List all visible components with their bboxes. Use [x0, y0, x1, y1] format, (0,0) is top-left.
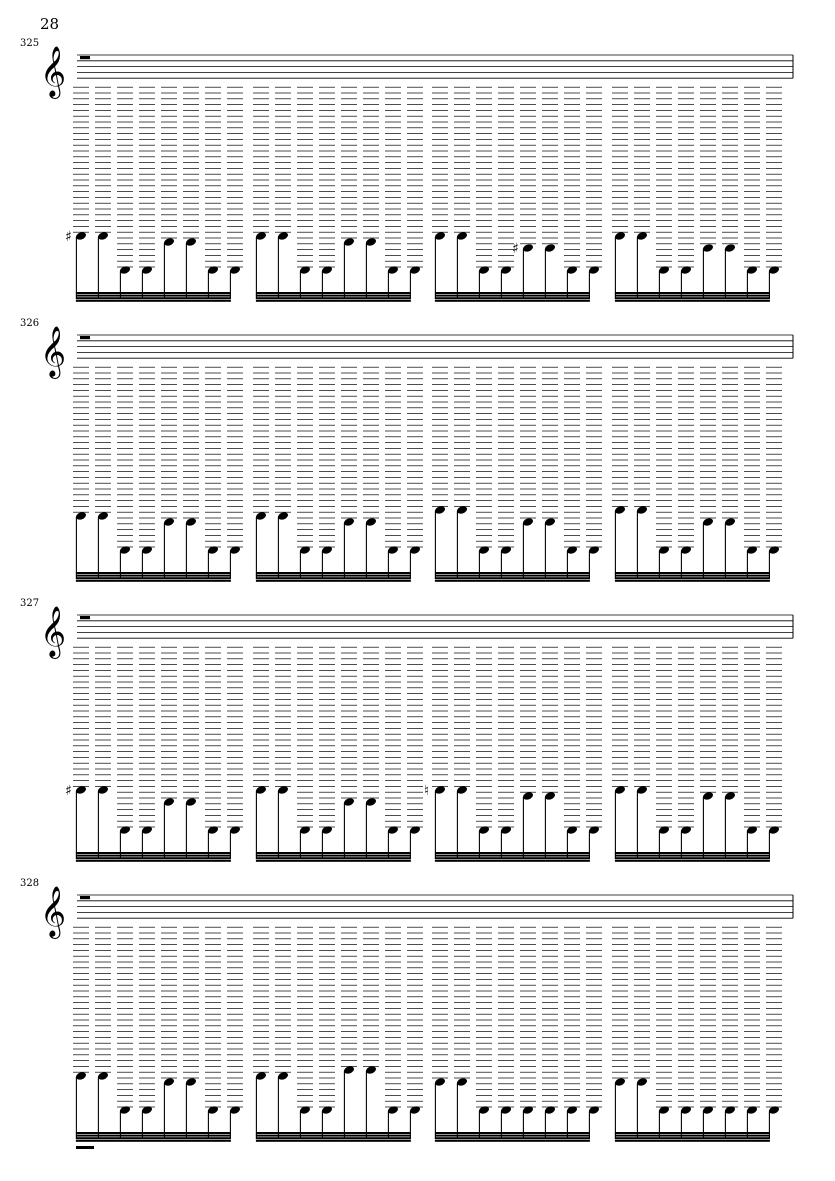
beam-group [432, 87, 602, 302]
beam [256, 857, 411, 859]
beam [76, 1137, 231, 1139]
measure-number: 326 [20, 318, 40, 329]
beam [76, 575, 231, 577]
beam [615, 1132, 770, 1134]
beam [256, 297, 411, 299]
page-number: 28 [40, 15, 60, 33]
beam [76, 860, 231, 862]
beam-group [73, 367, 243, 582]
beam [256, 1132, 411, 1134]
beam [435, 1132, 590, 1134]
beam [76, 572, 231, 574]
treble-clef-icon: 𝄞 [40, 606, 67, 658]
beam [76, 1135, 231, 1137]
low-note-mark [76, 1146, 94, 1149]
whole-rest [80, 896, 90, 899]
beam [256, 572, 411, 574]
beam [76, 580, 231, 582]
beam [435, 855, 590, 857]
beam [256, 1135, 411, 1137]
beam [256, 1140, 411, 1142]
beam [615, 577, 770, 579]
beam [615, 572, 770, 574]
treble-clef-icon: 𝄞 [40, 886, 67, 938]
treble-clef-icon: 𝄞 [40, 326, 67, 378]
beam-group [424, 647, 602, 862]
natural-icon: ♮ [424, 783, 430, 799]
sharp-icon: ♯ [65, 783, 72, 799]
whole-rest [80, 56, 90, 59]
beam [76, 300, 231, 302]
beam [615, 575, 770, 577]
staff-system [20, 318, 793, 582]
beam [435, 577, 590, 579]
beam-group [612, 927, 782, 1142]
measure-number: 325 [20, 38, 40, 49]
beam [256, 575, 411, 577]
beam [615, 580, 770, 582]
beam [615, 1140, 770, 1142]
beam [435, 860, 590, 862]
beam [435, 1140, 590, 1142]
beam-group [432, 367, 602, 582]
beam [615, 297, 770, 299]
measure-number: 328 [20, 878, 40, 889]
beam [615, 1135, 770, 1137]
beam [256, 295, 411, 297]
beam [615, 852, 770, 854]
beam [256, 580, 411, 582]
staff-system [20, 38, 793, 302]
beam-group [253, 367, 423, 582]
measure-number: 327 [20, 598, 40, 609]
beam [76, 852, 231, 854]
beam [76, 855, 231, 857]
beam [76, 297, 231, 299]
beam [76, 295, 231, 297]
sharp-icon: ♯ [512, 241, 519, 257]
beam-group [253, 927, 423, 1142]
sharp-icon: ♯ [65, 229, 72, 245]
beam [435, 292, 590, 294]
beam [435, 1135, 590, 1137]
treble-clef-icon: 𝄞 [40, 46, 67, 98]
beam [76, 292, 231, 294]
beam-group [253, 647, 423, 862]
beam-group [65, 87, 243, 302]
beam-group [612, 647, 782, 862]
beam [615, 855, 770, 857]
beam [435, 852, 590, 854]
beam [76, 1132, 231, 1134]
beam-group [73, 927, 243, 1142]
beam [435, 300, 590, 302]
beam [256, 300, 411, 302]
whole-rest [80, 336, 90, 339]
beam [256, 292, 411, 294]
beam [435, 572, 590, 574]
beam-group [65, 647, 243, 862]
beam [435, 297, 590, 299]
beam [256, 577, 411, 579]
beam [435, 575, 590, 577]
beam-group [432, 927, 602, 1142]
staff-system [20, 598, 793, 862]
whole-rest [80, 616, 90, 619]
beam [435, 295, 590, 297]
staff-system [20, 878, 793, 1142]
beam-group [612, 87, 782, 302]
beam [256, 860, 411, 862]
beam [256, 852, 411, 854]
beam [76, 857, 231, 859]
beam-group [612, 367, 782, 582]
beam [256, 855, 411, 857]
beam [435, 580, 590, 582]
beam [256, 1137, 411, 1139]
beam [615, 857, 770, 859]
beam [615, 295, 770, 297]
beam [615, 292, 770, 294]
beam-group [253, 87, 423, 302]
beam [615, 300, 770, 302]
beam [76, 1140, 231, 1142]
beam [435, 857, 590, 859]
beam [435, 1137, 590, 1139]
beam [615, 860, 770, 862]
beam [615, 1137, 770, 1139]
beam [76, 577, 231, 579]
